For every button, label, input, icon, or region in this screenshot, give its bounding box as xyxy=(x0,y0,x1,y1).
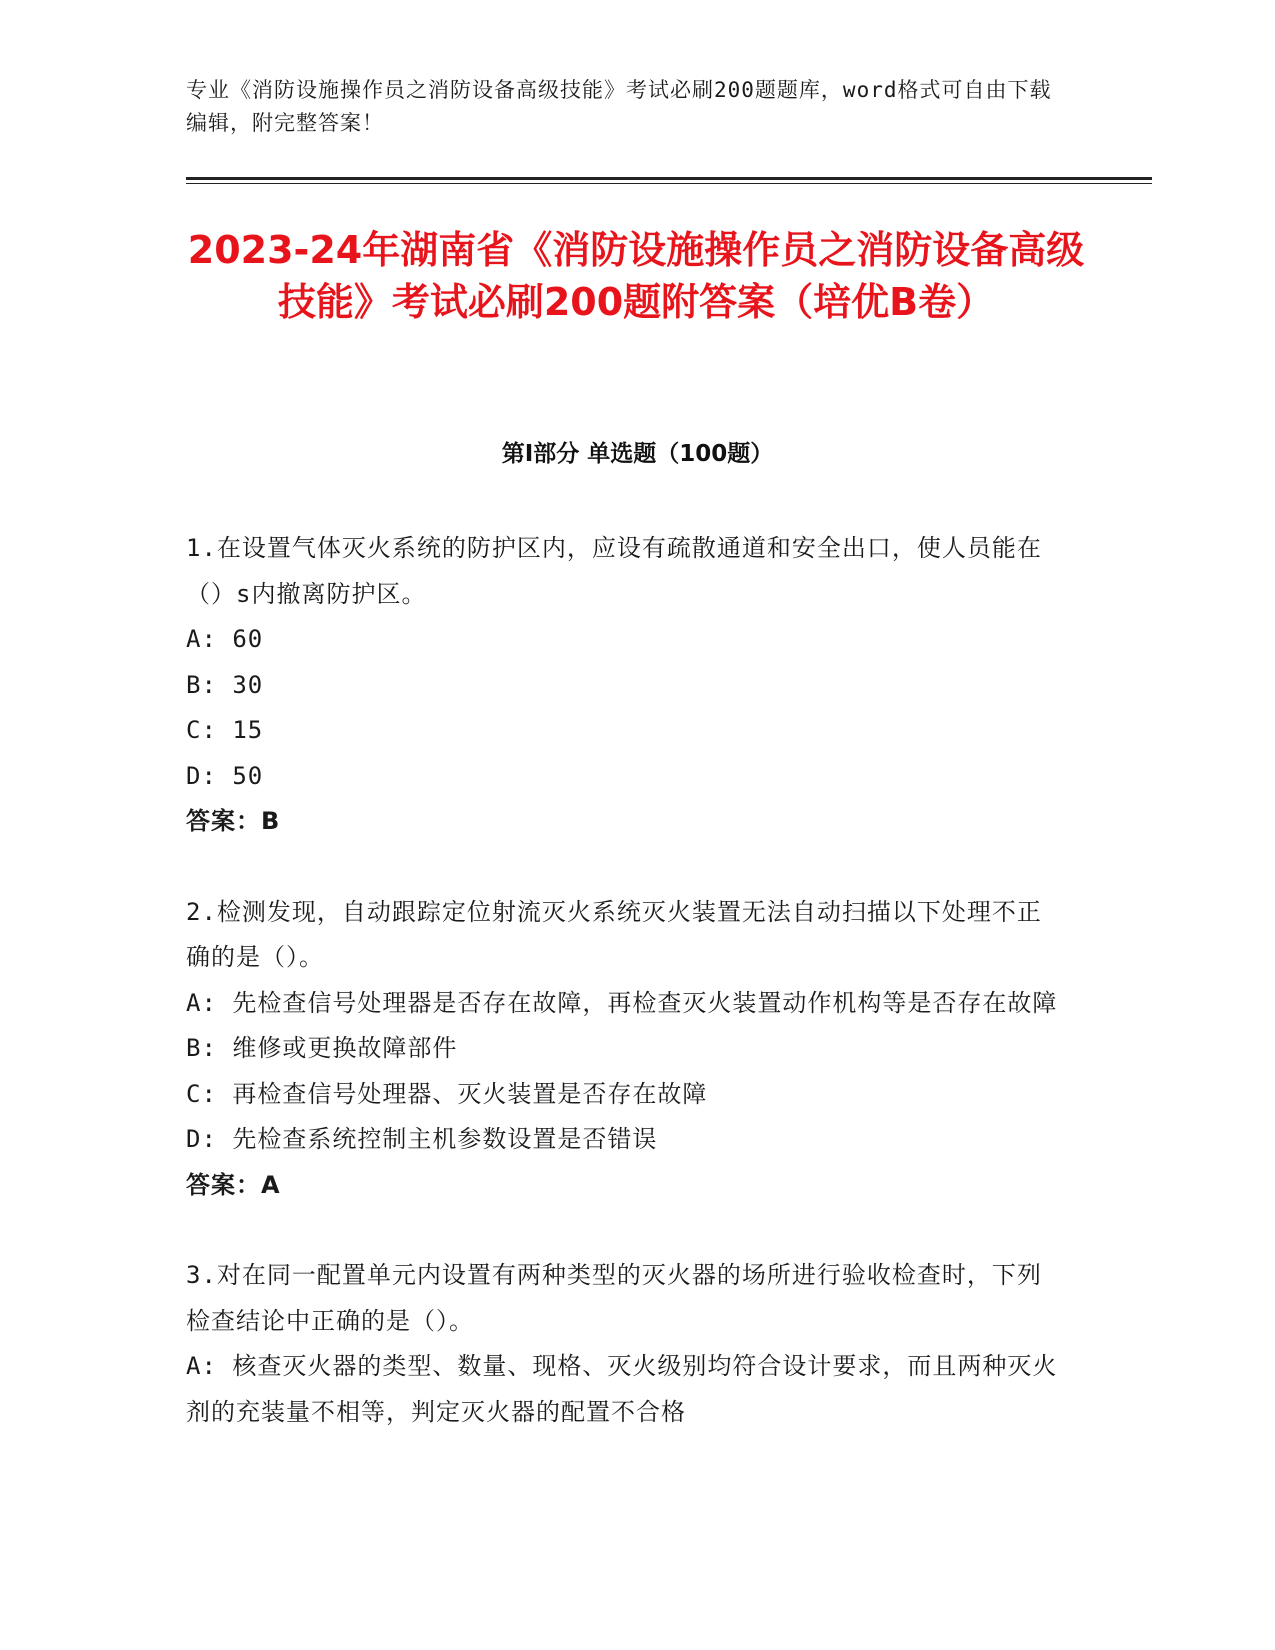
question-stem: 1.在设置气体灭火系统的防护区内，应设有疏散通道和安全出口，使人员能在（）s内撤离防护区。 xyxy=(186,534,1042,608)
question-2 xyxy=(186,890,1066,1209)
section-title: 第I部分 单选题（100题） xyxy=(501,441,774,467)
question-3 xyxy=(186,1253,1066,1435)
header-divider-thick xyxy=(186,177,1152,180)
option-b: B: 维修或更换故障部件 xyxy=(186,1034,458,1062)
option-d: D: 先检查系统控制主机参数设置是否错误 xyxy=(186,1125,658,1153)
option-a: A: 核查灭火器的类型、数量、现格、灭火级别均符合设计要求，而且两种灭火剂的充装量不相等，判定灭火器的配置不合格 xyxy=(186,1352,1058,1426)
header-divider-thin xyxy=(186,183,1152,184)
question-stem: 2.检测发现，自动跟踪定位射流灭火系统灭火装置无法自动扫描以下处理不正确的是（）。 xyxy=(186,897,1042,971)
option-c: C: 再检查信号处理器、灭火装置是否存在故障 xyxy=(186,1079,708,1108)
question-list xyxy=(186,526,1066,1480)
answer-line: 答案：A xyxy=(186,1170,281,1199)
question-stem: 3.对在同一配置单元内设置有两种类型的灭火器的场所进行验收检查时，下列检查结论中正确的是（）。 xyxy=(186,1261,1042,1335)
document-title: 2023-24年湖南省《消防设施操作员之消防设备高级技能》考试必刷200题附答案（培优B卷） xyxy=(187,228,1085,324)
option-a: A: 先检查信号处理器是否存在故障，再检查灭火装置动作机构等是否存在故障 xyxy=(186,988,1058,1017)
header-note: 专业《消防设施操作员之消防设备高级技能》考试必刷200题题库，word格式可自由下载编辑，附完整答案！ xyxy=(186,78,1052,135)
option-d: D: 50 xyxy=(186,761,264,790)
option-a: A: 60 xyxy=(186,625,264,653)
option-b: B: 30 xyxy=(186,670,264,699)
option-c: C: 15 xyxy=(186,716,264,744)
answer-line: 答案：B xyxy=(186,807,281,835)
question-1 xyxy=(186,526,1066,845)
